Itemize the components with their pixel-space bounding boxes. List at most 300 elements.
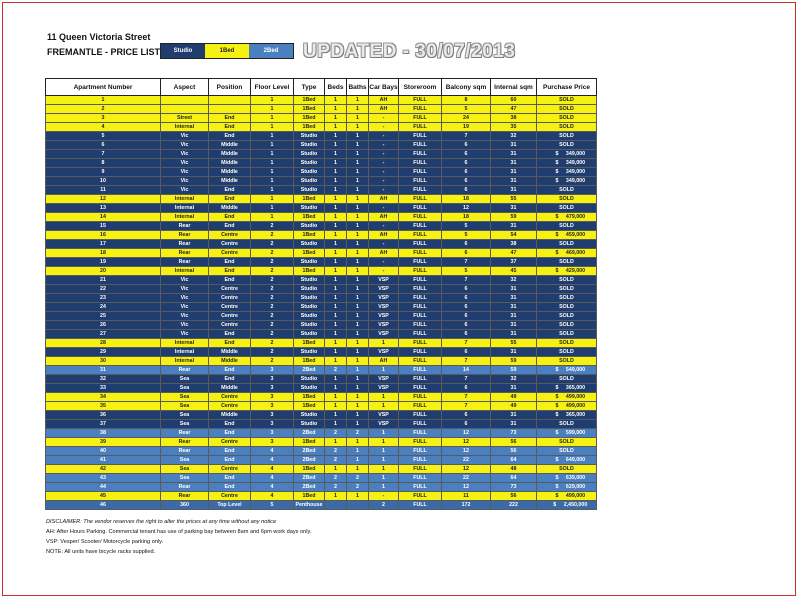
cell-n: 29	[46, 348, 161, 357]
cell-baths: 1	[347, 393, 369, 402]
table-row	[46, 321, 597, 330]
cell-balc: 12	[442, 465, 491, 474]
cell-int: 38	[491, 240, 537, 249]
currency-symbol: $	[553, 502, 557, 508]
cell-store: FULL	[399, 447, 442, 456]
cell-store: FULL	[399, 105, 442, 114]
cell-int: 31	[491, 186, 537, 195]
cell-n: 9	[46, 168, 161, 177]
cell-baths: 1	[347, 258, 369, 267]
cell-baths: 1	[347, 303, 369, 312]
currency-symbol: $	[555, 403, 559, 409]
cell-store: FULL	[399, 141, 442, 150]
cell-store: FULL	[399, 393, 442, 402]
cell-baths: 1	[347, 177, 369, 186]
cell-store: FULL	[399, 285, 442, 294]
cell-beds: 1	[325, 438, 347, 447]
cell-balc: 6	[442, 186, 491, 195]
cell-pos: Centre	[209, 303, 251, 312]
cell-aspect: Vic	[161, 285, 209, 294]
currency-symbol: $	[555, 430, 559, 436]
table-row	[46, 132, 597, 141]
cell-baths: 1	[347, 330, 369, 339]
cell-type: 1Bed	[294, 339, 325, 348]
table-row	[46, 402, 597, 411]
cell-floor: 2	[251, 222, 294, 231]
cell-store: FULL	[399, 303, 442, 312]
cell-n: 43	[46, 474, 161, 483]
cell-pos: Middle	[209, 159, 251, 168]
cell-balc: 22	[442, 474, 491, 483]
cell-beds: 1	[325, 105, 347, 114]
cell-n: 42	[46, 465, 161, 474]
cell-balc: 6	[442, 330, 491, 339]
cell-n: 39	[46, 438, 161, 447]
cell-price	[537, 177, 597, 186]
cell-baths: 1	[347, 348, 369, 357]
table-row	[46, 249, 597, 258]
cell-car: VSP	[369, 294, 399, 303]
cell-baths: 1	[347, 321, 369, 330]
cell-balc: 6	[442, 168, 491, 177]
cell-pos: Middle	[209, 168, 251, 177]
cell-floor: 1	[251, 159, 294, 168]
cell-balc: 6	[442, 150, 491, 159]
cell-price: SOLD	[537, 123, 597, 132]
cell-floor: 1	[251, 204, 294, 213]
table-header-row	[46, 79, 597, 96]
cell-type: Studio	[294, 285, 325, 294]
column-header: Balcony sqm	[442, 79, 491, 96]
cell-price: SOLD	[537, 339, 597, 348]
cell-int: 38	[491, 114, 537, 123]
cell-balc: 6	[442, 420, 491, 429]
cell-beds: 1	[325, 132, 347, 141]
cell-int: 222	[491, 501, 537, 510]
price-value: 499,000	[565, 493, 586, 499]
currency-symbol: $	[555, 385, 559, 391]
price-value: 2,450,000	[563, 502, 588, 508]
cell-balc: 6	[442, 285, 491, 294]
cell-baths: 1	[347, 375, 369, 384]
cell-price: SOLD	[537, 96, 597, 105]
cell-balc: 12	[442, 204, 491, 213]
cell-aspect: Sea	[161, 393, 209, 402]
cell-floor: 4	[251, 492, 294, 501]
cell-beds: 1	[325, 141, 347, 150]
cell-car: 1	[369, 447, 399, 456]
currency-symbol: $	[555, 169, 559, 175]
table-row	[46, 231, 597, 240]
cell-floor: 1	[251, 132, 294, 141]
cell-int: 73	[491, 483, 537, 492]
cell-baths: 1	[347, 186, 369, 195]
cell-n: 20	[46, 267, 161, 276]
cell-price	[537, 150, 597, 159]
cell-n: 4	[46, 123, 161, 132]
cell-type: Studio	[294, 186, 325, 195]
cell-beds: 2	[325, 447, 347, 456]
cell-aspect: Rear	[161, 447, 209, 456]
cell-balc: 6	[442, 384, 491, 393]
cell-balc: 6	[442, 312, 491, 321]
cell-store: FULL	[399, 366, 442, 375]
cell-price: SOLD	[537, 240, 597, 249]
legend-1bed: 1Bed	[205, 44, 249, 58]
cell-beds: 1	[325, 402, 347, 411]
cell-price: SOLD	[537, 438, 597, 447]
cell-car: VSP	[369, 312, 399, 321]
cell-floor: 2	[251, 294, 294, 303]
cell-type: Studio	[294, 150, 325, 159]
cell-store: FULL	[399, 330, 442, 339]
cell-car: 1	[369, 393, 399, 402]
cell-type: 1Bed	[294, 114, 325, 123]
cell-beds: 1	[325, 330, 347, 339]
cell-int: 48	[491, 465, 537, 474]
cell-int: 31	[491, 177, 537, 186]
cell-price: SOLD	[537, 312, 597, 321]
cell-int: 32	[491, 276, 537, 285]
cell-pos	[209, 96, 251, 105]
cell-baths: 1	[347, 222, 369, 231]
cell-pos: End	[209, 474, 251, 483]
cell-pos: End	[209, 366, 251, 375]
cell-floor: 2	[251, 267, 294, 276]
cell-aspect: Rear	[161, 492, 209, 501]
cell-car: -	[369, 177, 399, 186]
price-value: 365,000	[565, 412, 586, 418]
cell-floor: 4	[251, 474, 294, 483]
cell-floor: 1	[251, 96, 294, 105]
cell-beds: 1	[325, 384, 347, 393]
currency-symbol: $	[555, 178, 559, 184]
cell-balc: 6	[442, 294, 491, 303]
cell-beds: 1	[325, 96, 347, 105]
cell-n: 14	[46, 213, 161, 222]
cell-int: 64	[491, 456, 537, 465]
table-row	[46, 438, 597, 447]
currency-symbol: $	[555, 151, 559, 157]
cell-balc: 5	[442, 222, 491, 231]
cell-pos: Centre	[209, 402, 251, 411]
cell-pos: End	[209, 258, 251, 267]
cell-aspect: Rear	[161, 258, 209, 267]
cell-price	[537, 474, 597, 483]
currency-symbol: $	[555, 268, 559, 274]
cell-pos: Centre	[209, 438, 251, 447]
cell-floor: 2	[251, 357, 294, 366]
cell-beds: 1	[325, 222, 347, 231]
cell-type: Studio	[294, 348, 325, 357]
cell-pos: End	[209, 267, 251, 276]
cell-store: FULL	[399, 321, 442, 330]
cell-floor: 1	[251, 105, 294, 114]
cell-aspect: Vic	[161, 132, 209, 141]
cell-beds: 1	[325, 420, 347, 429]
cell-type: Studio	[294, 168, 325, 177]
cell-store: FULL	[399, 249, 442, 258]
cell-car: -	[369, 222, 399, 231]
table-row	[46, 195, 597, 204]
cell-baths: 1	[347, 276, 369, 285]
cell-floor: 1	[251, 213, 294, 222]
building-address: 11 Queen Victoria Street	[47, 32, 151, 42]
column-header: Internal sqm	[491, 79, 537, 96]
table-row	[46, 150, 597, 159]
cell-store: FULL	[399, 375, 442, 384]
cell-type: Studio	[294, 312, 325, 321]
cell-store: FULL	[399, 465, 442, 474]
currency-symbol: $	[555, 475, 559, 481]
cell-beds: 1	[325, 204, 347, 213]
cell-int: 54	[491, 231, 537, 240]
cell-price: SOLD	[537, 222, 597, 231]
cell-aspect: Rear	[161, 249, 209, 258]
cell-n: 38	[46, 429, 161, 438]
cell-pos: End	[209, 195, 251, 204]
cell-car: -	[369, 204, 399, 213]
cell-balc: 7	[442, 132, 491, 141]
cell-aspect: Vic	[161, 321, 209, 330]
cell-baths: 1	[347, 114, 369, 123]
cell-balc: 6	[442, 177, 491, 186]
cell-n: 24	[46, 303, 161, 312]
cell-store: FULL	[399, 276, 442, 285]
cell-baths: 1	[347, 213, 369, 222]
cell-int: 35	[491, 123, 537, 132]
cell-car: AH	[369, 249, 399, 258]
cell-store: FULL	[399, 114, 442, 123]
cell-n: 34	[46, 393, 161, 402]
type-legend	[160, 43, 294, 59]
cell-balc: 24	[442, 114, 491, 123]
price-value: 349,000	[565, 169, 586, 175]
updated-date-banner: UPDATED - 30/07/2013	[303, 41, 516, 62]
currency-symbol: $	[555, 493, 559, 499]
cell-price: SOLD	[537, 330, 597, 339]
cell-store: FULL	[399, 213, 442, 222]
cell-int: 31	[491, 204, 537, 213]
cell-n: 19	[46, 258, 161, 267]
cell-car: VSP	[369, 348, 399, 357]
cell-type: Studio	[294, 177, 325, 186]
cell-type: 2Bed	[294, 366, 325, 375]
cell-int: 31	[491, 321, 537, 330]
cell-balc: 7	[442, 339, 491, 348]
cell-balc: 11	[442, 492, 491, 501]
cell-balc: 5	[442, 105, 491, 114]
cell-pos: End	[209, 186, 251, 195]
cell-beds: 1	[325, 186, 347, 195]
cell-floor: 3	[251, 375, 294, 384]
cell-floor: 2	[251, 258, 294, 267]
column-header: Type	[294, 79, 325, 96]
cell-store: FULL	[399, 339, 442, 348]
cell-type: Studio	[294, 276, 325, 285]
cell-aspect: Internal	[161, 123, 209, 132]
cell-store: FULL	[399, 231, 442, 240]
cell-beds: 1	[325, 231, 347, 240]
cell-balc: 6	[442, 240, 491, 249]
cell-price: SOLD	[537, 204, 597, 213]
cell-balc: 6	[442, 303, 491, 312]
cell-car: AH	[369, 231, 399, 240]
cell-store: FULL	[399, 204, 442, 213]
price-value: 429,000	[565, 268, 586, 274]
cell-store: FULL	[399, 240, 442, 249]
cell-type: Studio	[294, 384, 325, 393]
cell-car: -	[369, 150, 399, 159]
cell-balc: 172	[442, 501, 491, 510]
table-row	[46, 258, 597, 267]
price-value: 349,000	[565, 178, 586, 184]
cell-price: SOLD	[537, 285, 597, 294]
cell-car: -	[369, 123, 399, 132]
cell-n: 23	[46, 294, 161, 303]
cell-type: Studio	[294, 132, 325, 141]
cell-store: FULL	[399, 150, 442, 159]
cell-int: 31	[491, 294, 537, 303]
cell-floor: 1	[251, 186, 294, 195]
cell-baths: 1	[347, 339, 369, 348]
cell-int: 55	[491, 339, 537, 348]
cell-type: 1Bed	[294, 357, 325, 366]
cell-balc: 7	[442, 357, 491, 366]
cell-store: FULL	[399, 177, 442, 186]
cell-balc: 7	[442, 375, 491, 384]
cell-n: 46	[46, 501, 161, 510]
cell-baths	[347, 501, 369, 510]
cell-int: 64	[491, 474, 537, 483]
cell-beds: 1	[325, 213, 347, 222]
price-value: 349,000	[565, 151, 586, 157]
cell-beds: 1	[325, 312, 347, 321]
cell-beds: 2	[325, 456, 347, 465]
table-row	[46, 267, 597, 276]
table-row	[46, 123, 597, 132]
cell-store: FULL	[399, 168, 442, 177]
cell-balc: 6	[442, 321, 491, 330]
cell-int: 31	[491, 384, 537, 393]
disclaimer-text: DISCLAIMER: The vendor reserves the right to alter the prices at any time without any notice	[46, 519, 277, 525]
cell-aspect: Sea	[161, 402, 209, 411]
cell-floor: 4	[251, 456, 294, 465]
cell-floor: 1	[251, 150, 294, 159]
cell-baths: 1	[347, 123, 369, 132]
cell-store: FULL	[399, 267, 442, 276]
cell-type: Studio	[294, 258, 325, 267]
cell-aspect: Vic	[161, 276, 209, 285]
cell-car: AH	[369, 357, 399, 366]
cell-store: FULL	[399, 357, 442, 366]
cell-beds: 2	[325, 483, 347, 492]
cell-balc: 6	[442, 348, 491, 357]
cell-pos: Centre	[209, 285, 251, 294]
cell-pos: End	[209, 483, 251, 492]
cell-store: FULL	[399, 123, 442, 132]
cell-baths: 2	[347, 483, 369, 492]
table-row	[46, 375, 597, 384]
cell-int: 31	[491, 420, 537, 429]
cell-int: 59	[491, 366, 537, 375]
cell-car: VSP	[369, 384, 399, 393]
cell-price	[537, 393, 597, 402]
cell-car: 2	[369, 501, 399, 510]
cell-floor: 4	[251, 447, 294, 456]
table-row	[46, 501, 597, 510]
cell-n: 37	[46, 420, 161, 429]
cell-baths: 1	[347, 411, 369, 420]
table-row	[46, 96, 597, 105]
cell-car: 1	[369, 438, 399, 447]
cell-n: 25	[46, 312, 161, 321]
cell-beds: 1	[325, 177, 347, 186]
price-value: 629,000	[565, 484, 586, 490]
cell-price	[537, 501, 597, 510]
cell-floor: 2	[251, 240, 294, 249]
cell-floor: 4	[251, 483, 294, 492]
cell-beds: 1	[325, 258, 347, 267]
cell-price: SOLD	[537, 375, 597, 384]
cell-int: 47	[491, 105, 537, 114]
cell-int: 49	[491, 393, 537, 402]
table-row	[46, 465, 597, 474]
column-header: Car Bays	[369, 79, 399, 96]
cell-baths: 1	[347, 150, 369, 159]
cell-car: 1	[369, 483, 399, 492]
cell-car: -	[369, 186, 399, 195]
cell-floor: 3	[251, 411, 294, 420]
cell-baths: 1	[347, 204, 369, 213]
cell-int: 31	[491, 411, 537, 420]
cell-pos: End	[209, 114, 251, 123]
cell-beds: 1	[325, 285, 347, 294]
cell-balc: 18	[442, 213, 491, 222]
cell-n: 44	[46, 483, 161, 492]
cell-n: 7	[46, 150, 161, 159]
cell-store: FULL	[399, 474, 442, 483]
cell-pos: Centre	[209, 294, 251, 303]
cell-beds: 1	[325, 276, 347, 285]
cell-baths: 1	[347, 447, 369, 456]
price-value: 649,000	[565, 457, 586, 463]
table-row	[46, 384, 597, 393]
cell-pos: Top Level	[209, 501, 251, 510]
cell-balc: 19	[442, 123, 491, 132]
column-header: Baths	[347, 79, 369, 96]
cell-baths: 2	[347, 474, 369, 483]
cell-car: 1	[369, 474, 399, 483]
column-header: Floor Level	[251, 79, 294, 96]
column-header: Purchase Price	[537, 79, 597, 96]
cell-balc: 7	[442, 258, 491, 267]
cell-pos: End	[209, 213, 251, 222]
cell-baths: 1	[347, 267, 369, 276]
table-row	[46, 186, 597, 195]
cell-car: -	[369, 132, 399, 141]
cell-beds: 1	[325, 357, 347, 366]
cell-type: Studio	[294, 375, 325, 384]
table-row	[46, 348, 597, 357]
cell-balc: 6	[442, 249, 491, 258]
cell-n: 6	[46, 141, 161, 150]
currency-symbol: $	[555, 160, 559, 166]
cell-floor: 2	[251, 330, 294, 339]
cell-type: 2Bed	[294, 483, 325, 492]
currency-symbol: $	[555, 367, 559, 373]
cell-floor: 2	[251, 321, 294, 330]
